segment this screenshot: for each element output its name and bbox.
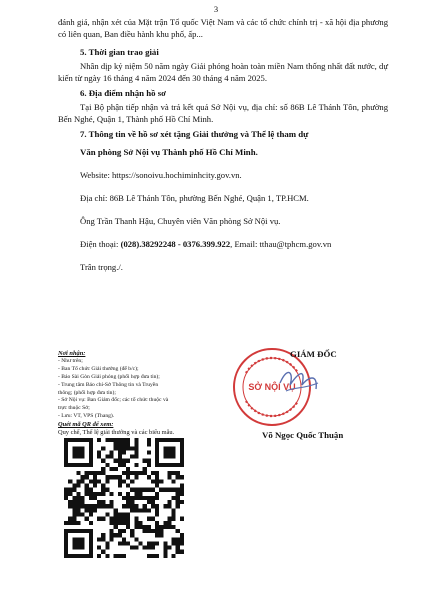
seal-text: SỞ NỘI VỤ (248, 382, 296, 392)
page-number: 3 (213, 4, 219, 14)
qr-code-icon[interactable] (64, 438, 184, 558)
phone-label: Điện thoại: (80, 239, 121, 249)
recipient-item: - Như trên; (58, 357, 83, 364)
address-line: Địa chỉ: 86B Lê Thánh Tôn, phường Bến Nghé, Quận 1, TP.HCM. (80, 193, 309, 203)
section-6-text: Tại Bộ phận tiếp nhận và trả kết quả Sở Nội vụ, địa chỉ: số 86B Lê Thánh Tôn, phường Bến Nghé, Quận 1, Thành phố Hồ Chí Minh. (58, 102, 388, 125)
recipients-block (58, 350, 238, 437)
contact-line: Ông Trần Thanh Hậu, Chuyên viên Văn phòng Sở Nội vụ. (80, 216, 281, 226)
phone-line (80, 238, 331, 250)
section-5-text: Nhân dịp kỷ niệm 50 năm ngày Giải phóng hoàn toàn miền Nam thống nhất đất nước, dự kiến từ ngày 16 tháng 4 năm 2024 đến 30 tháng 4 năm 2025. (58, 61, 388, 84)
section-5-heading: 5. Thời gian trao giải (80, 47, 159, 57)
recipient-item: trực thuộc Sở; (58, 405, 90, 412)
recipient-item: - Trung tâm Báo chí-Sở Thông tin và Truyền (58, 381, 159, 388)
recipient-item: - Báo Sài Gòn Giải phóng (phối hợp đưa tin); (58, 373, 160, 380)
section-7-heading-line2: Văn phòng Sở Nội vụ Thành phố Hồ Chí Minh. (80, 147, 258, 157)
signature-title: GIÁM ĐỐC (290, 349, 337, 359)
email-text: , Email: tthau@tphcm.gov.vn (230, 239, 332, 249)
recipient-item: thông; (phối hợp đưa tin); (58, 389, 116, 396)
recipient-item: - Sở Nội vụ: Ban Giám đốc; các tổ chức thuộc và (58, 397, 169, 404)
recipients-title: Nơi nhận: (58, 350, 86, 357)
qr-title: Quét mã QR để xem: (58, 421, 114, 429)
phone-numbers: (028).38292248 - 0376.399.922 (120, 239, 231, 249)
recipient-item: - Lưu: VT, VPS (Thang). (58, 413, 115, 420)
closing-line: Trân trọng./. (80, 262, 123, 272)
section-7-heading: 7. Thông tin về hồ sơ xét tặng Giải thưởng và Thể lệ tham dự (80, 129, 309, 139)
qr-caption: Quy chế, Thể lệ giải thưởng và các biểu mẫu. (58, 429, 175, 437)
section-6-heading: 6. Địa điểm nhận hồ sơ (80, 88, 167, 98)
signer-name: Võ Ngọc Quốc Thuận (262, 430, 344, 440)
recipient-item: - Ban Tổ chức Giải thưởng (để b/c); (58, 365, 139, 372)
intro-paragraph: đánh giá, nhận xét của Mặt trận Tổ quốc Việt Nam và các tổ chức chính trị - xã hội địa phương có liên quan, Ban điều hành khu phố, ấp... (58, 17, 388, 40)
website-line: Website: https://sonoivu.hochiminhcity.gov.vn. (80, 170, 242, 180)
